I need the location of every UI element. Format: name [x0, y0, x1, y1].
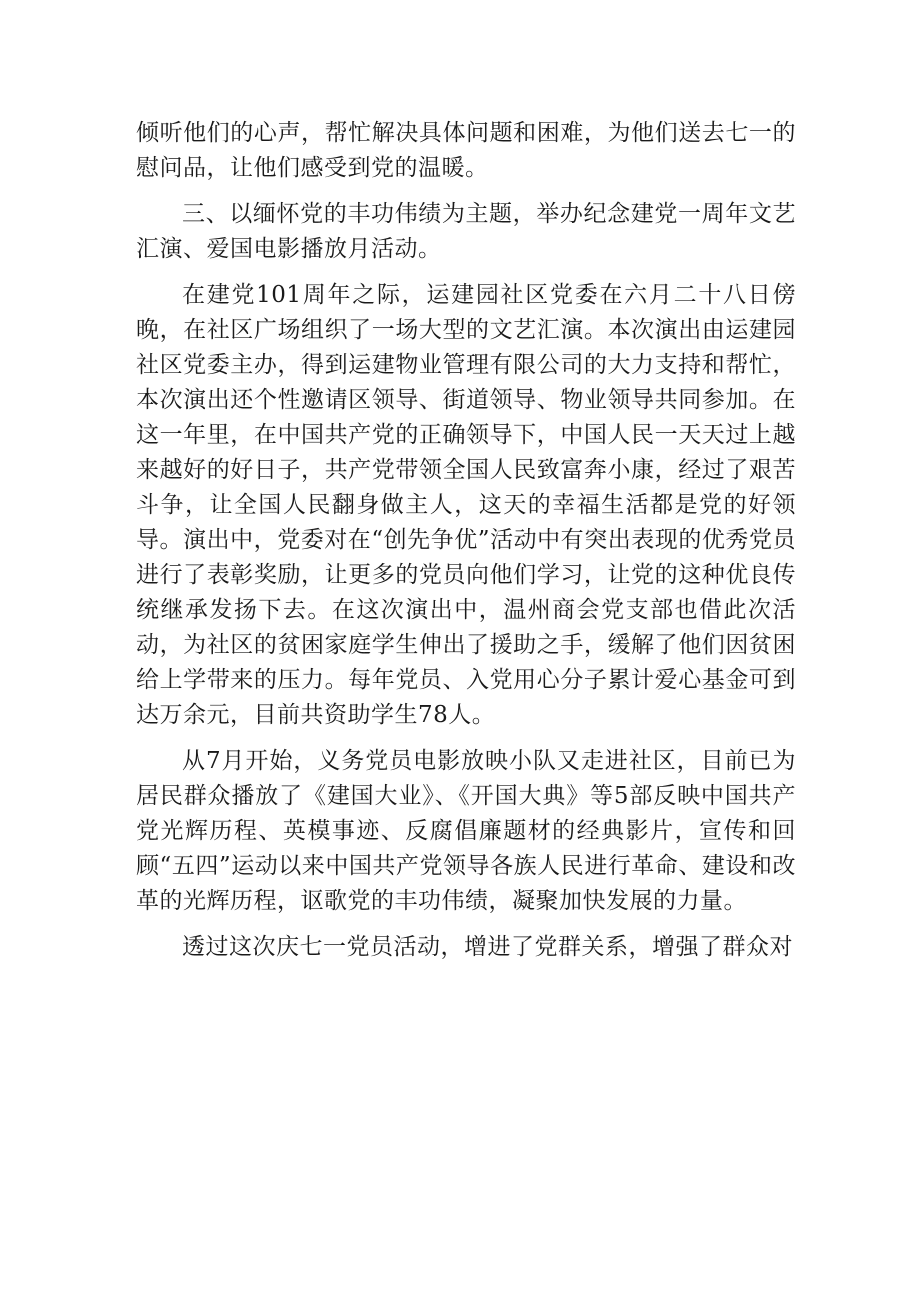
paragraph-conclusion: 透过这次庆七一党员活动，增进了党群关系，增强了群众对: [182, 934, 793, 960]
document-body: [136, 116, 796, 976]
paragraph-continuation: 倾听他们的心声，帮忙解决具体问题和困难，为他们送去七一的慰问品，让他们感受到党的温暖。: [136, 120, 796, 181]
paragraph-performance: 在建党101周年之际，运建园社区党委在六月二十八日傍晚，在社区广场组织了一场大型的文艺汇演。本次演出由运建园社区党委主办，得到运建物业管理有限公司的大力支持和帮忙，本次演出还个性邀请区领导、街道领导、物业领导共同参加。在这一年里，在中国共产党的正确领导下，中国人民一天天过上越来越好的好日子，共产党带领全国人民致富奔小康，经过了艰苦斗争，让全国人民翻身做主人，这天的幸福生活都是党的好领导。演出中，党委对在“创先争优”活动中有突出表现的优秀党员进行了表彰奖励，让更多的党员向他们学习，让党的这种优良传统继承发扬下去。在这次演出中，温州商会党支部也借此次活动，为社区的贫困家庭学生伸出了援助之手，缓解了他们因贫困给上学带来的压力。每年党员、入党用心分子累计爱心基金可到达万余元，目前共资助学生78人。: [136, 282, 796, 728]
paragraph-section-heading: 三、以缅怀党的丰功伟绩为主题，举办纪念建党一周年文艺汇演、爱国电影播放月活动。: [136, 201, 796, 262]
paragraph-movie-screening: 从7月开始，义务党员电影放映小队又走进社区，目前已为居民群众播放了《建国大业》、《开国大典》等5部反映中国共产党光辉历程、英模事迹、反腐倡廉题材的经典影片，宣传和回顾“五四”运动以来中国共产党领导各族人民进行革命、建设和改革的光辉历程，讴歌党的丰功伟绩，凝聚加快发展的力量。: [136, 748, 796, 914]
